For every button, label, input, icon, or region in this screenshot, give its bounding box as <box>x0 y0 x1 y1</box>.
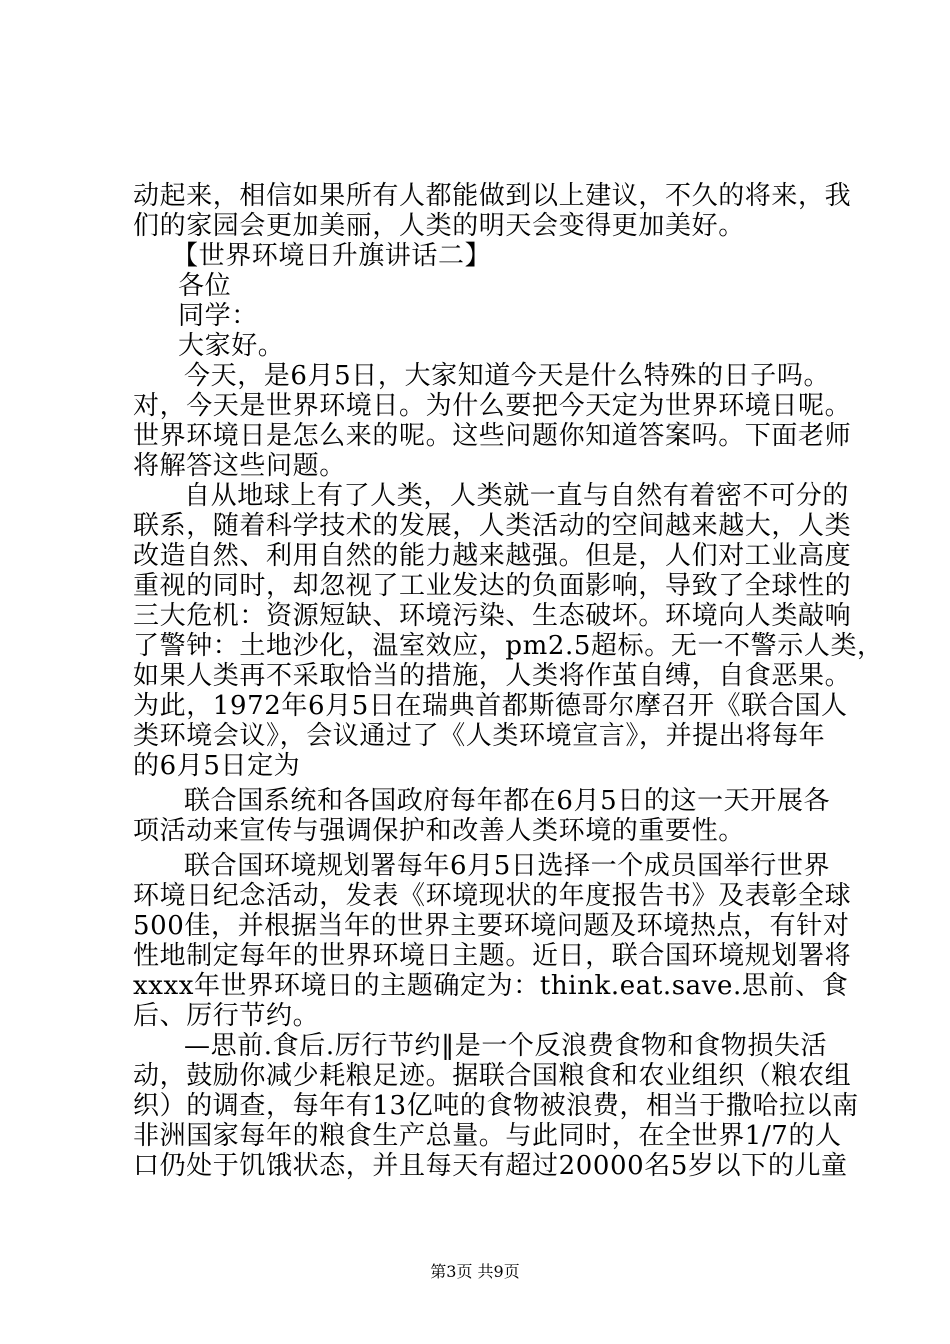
text-line: 大家好。 <box>178 331 285 361</box>
text-line: 将解答这些问题。 <box>133 451 346 481</box>
text-line: 500佳，并根据当年的世界主要环境问题及环境热点，有针对 <box>133 911 850 941</box>
text-line: xxxx年世界环境日的主题确定为：think.eat.save.思前、食 <box>133 971 849 1001</box>
text-line: 自从地球上有了人类，人类就一直与自然有着密不可分的 <box>184 481 850 511</box>
text-line: 性地制定每年的世界环境日主题。近日，联合国环境规划署将 <box>133 941 852 971</box>
text-line: 环境日纪念活动，发表《环境现状的年度报告书》及表彰全球 <box>133 881 852 911</box>
text-line: 联合国环境规划署每年6月5日选择一个成员国举行世界 <box>184 851 831 881</box>
text-line: 的6月5日定为 <box>133 751 301 781</box>
text-line: 类环境会议》，会议通过了《人类环境宣言》，并提出将每年 <box>133 721 826 751</box>
page-number-footer: 第3页 共9页 <box>430 1262 520 1281</box>
section-heading: 【世界环境日升旗讲话二】 <box>172 241 492 271</box>
text-line: 今天，是6月5日，大家知道今天是什么特殊的日子吗。 <box>184 361 831 391</box>
text-line: 非洲国家每年的粮食生产总量。与此同时，在全世界1/7的人 <box>133 1121 842 1151</box>
text-line: 三大危机：资源短缺、环境污染、生态破坏。环境向人类敲响 <box>133 601 852 631</box>
text-line: 世界环境日是怎么来的呢。这些问题你知道答案吗。下面老师 <box>133 421 852 451</box>
text-line: 项活动来宣传与强调保护和改善人类环境的重要性。 <box>133 816 745 846</box>
text-line: 同学： <box>178 301 258 331</box>
text-line: 了警钟：土地沙化，温室效应，pm2.5超标。无一不警示人类， <box>133 631 884 661</box>
text-line: 口仍处于饥饿状态，并且每天有超过20000名5岁以下的儿童 <box>133 1151 848 1181</box>
text-line: 们的家园会更加美丽，人类的明天会变得更加美好。 <box>133 211 745 241</box>
text-line: 改造自然、利用自然的能力越来越强。但是，人们对工业高度 <box>133 541 852 571</box>
text-line: 为此，1972年6月5日在瑞典首都斯德哥尔摩召开《联合国人 <box>133 691 848 721</box>
text-line: —思前.食后.厉行节约‖是一个反浪费食物和食物损失活 <box>184 1031 828 1061</box>
text-line: 动，鼓励你减少耗粮足迹。据联合国粮食和农业组织（粮农组 <box>133 1061 852 1091</box>
text-line: 织）的调查，每年有13亿吨的食物被浪费，相当于撒哈拉以南 <box>133 1091 859 1121</box>
text-line: 重视的同时，却忽视了工业发达的负面影响，导致了全球性的 <box>133 571 852 601</box>
text-line: 后、厉行节约。 <box>133 1001 320 1031</box>
text-line: 联合国系统和各国政府每年都在6月5日的这一天开展各 <box>184 786 831 816</box>
text-line: 各位 <box>178 271 232 301</box>
text-line: 如果人类再不采取恰当的措施，人类将作茧自缚，自食恶果。 <box>133 661 852 691</box>
text-line: 联系，随着科学技术的发展，人类活动的空间越来越大，人类 <box>133 511 852 541</box>
text-line: 对，今天是世界环境日。为什么要把今天定为世界环境日呢。 <box>133 391 852 421</box>
text-line: 动起来，相信如果所有人都能做到以上建议，不久的将来，我 <box>133 181 852 211</box>
